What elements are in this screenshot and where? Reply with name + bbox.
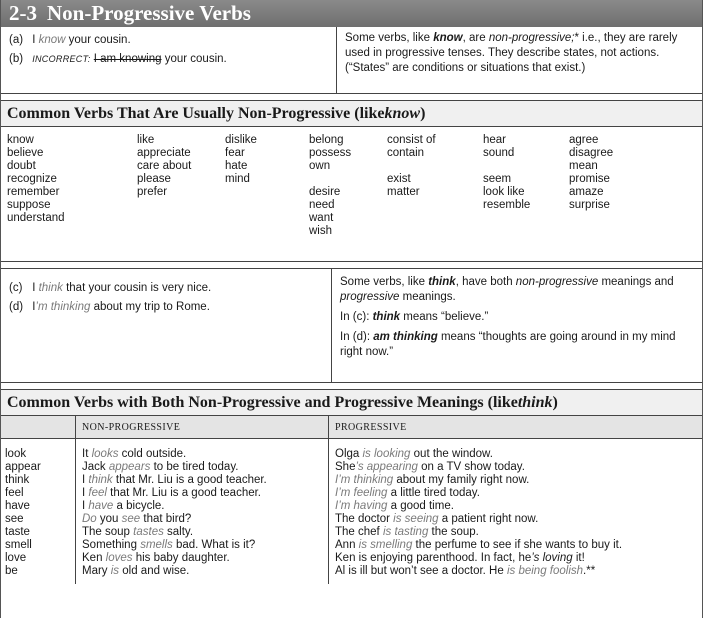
verb-item: prefer (137, 186, 168, 198)
nonprogressive-example: It looks cold outside. (76, 448, 329, 461)
progressive-example: I’m feeling a little tired today. (329, 487, 703, 500)
verb-item: exist (387, 173, 411, 185)
intro-explanation: Some verbs, like know, are non-progressive;* i.e., they are rarely used in progressive tenses. They describe states, not actions. (“States” are conditions or situations that exist.) (336, 27, 702, 93)
progressive-example: I’m thinking about my family right now. (329, 474, 703, 487)
verb-item: suppose (7, 199, 51, 211)
note-1: Some verbs, like think, have both non-progressive meanings and progressive meanings. (340, 276, 674, 303)
row-verb: love (5, 552, 27, 564)
table-row (1, 461, 702, 474)
intro-section (1, 27, 702, 94)
verb-item: look like (483, 186, 525, 198)
chart-title-bar (1, 0, 702, 27)
note-3: In (d): am thinking means “thoughts are going around in my mind right now.” (340, 331, 676, 358)
section-divider (1, 94, 702, 101)
row-verb: feel (5, 487, 24, 499)
row-verb: look (5, 448, 27, 460)
verb-column-header (1, 416, 76, 439)
table-row (1, 448, 702, 461)
verb-item: disagree (569, 147, 614, 159)
both-meanings-heading: Common Verbs with Both Non-Progressive and Progressive Meanings (like think ) (1, 390, 702, 416)
nonprogressive-example: Jack appears to be tired today. (76, 461, 329, 474)
row-verb: appear (5, 461, 41, 473)
verb-item: need (309, 199, 335, 211)
verb-column (137, 134, 191, 199)
verb-item: own (309, 160, 331, 172)
verb-item: want (309, 212, 334, 224)
both-meanings-table (1, 416, 702, 584)
verb-item (483, 160, 530, 173)
section-divider (1, 262, 702, 269)
table-row (1, 539, 702, 552)
verb-item: promise (569, 173, 610, 185)
nonprogressive-column-header: NON-PROGRESSIVE (76, 416, 329, 439)
table-row (1, 474, 702, 487)
table-row (1, 552, 702, 565)
nonprogressive-example: I feel that Mr. Liu is a good teacher. (76, 487, 329, 500)
progressive-example: Olga is looking out the window. (329, 448, 703, 461)
verb-item: please (137, 173, 171, 185)
verb-item (309, 173, 351, 186)
highlight-verb: think (38, 282, 63, 294)
nonprogressive-example: Something smells bad. What is it? (76, 539, 329, 552)
think-examples (1, 269, 331, 382)
verb-item (387, 160, 436, 173)
table-row (1, 565, 702, 584)
verb-column (309, 134, 351, 238)
row-verb: have (5, 500, 30, 512)
progressive-example: Al is ill but won’t see a doctor. He is being foolish.** (329, 565, 703, 584)
verb-column (387, 134, 436, 199)
verb-item: fear (225, 147, 245, 159)
nonprogressive-example: Mary is old and wise. (76, 565, 329, 584)
verb-item: understand (7, 212, 65, 224)
verb-item: amaze (569, 186, 604, 198)
progressive-example: The chef is tasting the soup. (329, 526, 703, 539)
verb-item: mean (569, 160, 598, 172)
highlight-verb: know (38, 34, 66, 46)
nonprogressive-verb-grid (1, 127, 702, 262)
think-explanation (331, 269, 702, 382)
nonprogressive-example: I have a bicycle. (76, 500, 329, 513)
row-verb: taste (5, 526, 30, 538)
verb-item: matter (387, 186, 420, 198)
section-divider (1, 383, 702, 390)
common-nonprogressive-heading: Common Verbs That Are Usually Non-Progressive (like know ) (1, 101, 702, 127)
verb-column (483, 134, 530, 212)
nonprogressive-example: The soup tastes salty. (76, 526, 329, 539)
verb-item: believe (7, 147, 44, 159)
row-verb: be (5, 565, 18, 577)
example-b: (b) INCORRECT: I am knowing your cousin. (9, 53, 227, 65)
verb-item: sound (483, 147, 515, 159)
example-c: (c) I think that your cousin is very nice. (9, 282, 212, 294)
verb-item: contain (387, 147, 425, 159)
table-header-row (1, 416, 702, 439)
row-verb: think (5, 474, 30, 486)
table-row (1, 487, 702, 500)
highlight-verb: ’m thinking (35, 301, 91, 313)
verb-item: know (7, 134, 34, 146)
table-body (1, 439, 702, 585)
verb-item: possess (309, 147, 352, 159)
verb-item: surprise (569, 199, 610, 211)
incorrect-tag: INCORRECT: (32, 54, 91, 64)
verb-column (225, 134, 257, 186)
verb-item: care about (137, 160, 192, 172)
verb-item: mind (225, 173, 250, 185)
nonprogressive-example: Ken loves his baby daughter. (76, 552, 329, 565)
progressive-example: I’m having a good time. (329, 500, 703, 513)
table-row (1, 500, 702, 513)
example-a: (a) I know your cousin. (9, 34, 131, 46)
verb-item: dislike (225, 134, 257, 146)
nonprogressive-example: I think that Mr. Liu is a good teacher. (76, 474, 329, 487)
verb-item: belong (309, 134, 344, 146)
table-row (1, 526, 702, 539)
chart-title: Non-Progressive Verbs (47, 1, 251, 25)
verb-item: desire (309, 186, 341, 198)
verb-item: doubt (7, 160, 36, 172)
example-d: (d) I’m thinking about my trip to Rome. (9, 301, 210, 313)
nonprogressive-example: Do you see that bird? (76, 513, 329, 526)
verb-item: recognize (7, 173, 57, 185)
progressive-example: The doctor is seeing a patient right now. (329, 513, 703, 526)
note-2: In (c): think means “believe.” (340, 311, 489, 323)
verb-item: like (137, 134, 155, 146)
chart-number: 2-3 (9, 1, 37, 25)
table-row (1, 513, 702, 526)
verb-item: appreciate (137, 147, 191, 159)
verb-item: wish (309, 225, 333, 237)
verb-item: agree (569, 134, 599, 146)
verb-column (569, 134, 613, 212)
row-verb: see (5, 513, 24, 525)
row-verb: smell (5, 539, 32, 551)
intro-examples (1, 27, 336, 93)
progressive-example: Ann is smelling the perfume to see if she wants to buy it. (329, 539, 703, 552)
progressive-example: Ken is enjoying parenthood. In fact, he’s loving it! (329, 552, 703, 565)
verb-column (7, 134, 65, 225)
verb-item: consist of (387, 134, 436, 146)
struck-text: I am knowing (93, 53, 162, 65)
verb-item: seem (483, 173, 512, 185)
think-section (1, 269, 702, 383)
verb-item: hear (483, 134, 507, 146)
progressive-example: She’s appearing on a TV show today. (329, 461, 703, 474)
verb-item: remember (7, 186, 60, 198)
verb-item: resemble (483, 199, 531, 211)
verb-item: hate (225, 160, 248, 172)
progressive-column-header: PROGRESSIVE (329, 416, 703, 439)
